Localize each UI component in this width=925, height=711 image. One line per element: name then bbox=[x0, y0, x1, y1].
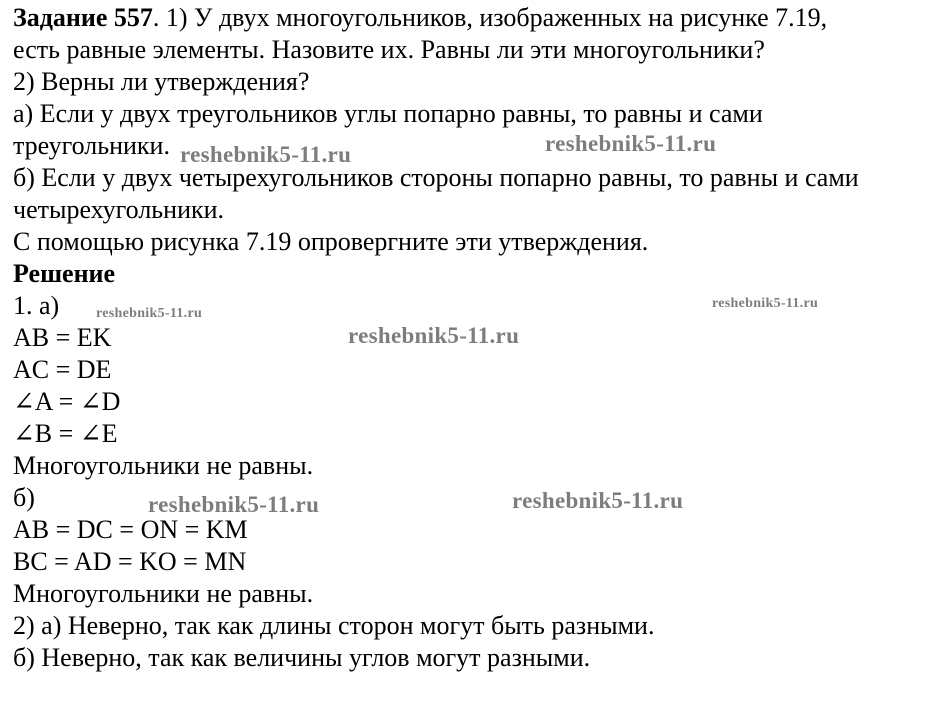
problem-line-2: есть равные элементы. Назовите их. Равны ли эти многоугольники? bbox=[13, 35, 765, 64]
problem-line-1 bbox=[13, 2, 827, 34]
problem-line-4: а) Если у двух треугольников углы попарно равны, то равны и сами bbox=[13, 99, 763, 128]
task-title: Задание 557 bbox=[13, 3, 153, 32]
part1a-conclusion: Многоугольники не равны. bbox=[13, 451, 314, 480]
watermark: reshebnik5-11.ru bbox=[545, 131, 717, 156]
part1b-label: б) bbox=[13, 483, 35, 512]
problem-line-5: треугольники. bbox=[13, 131, 170, 160]
problem-line-8: С помощью рисунка 7.19 опровергните эти утверждения. bbox=[13, 227, 649, 256]
part2-line-1: 2) а) Неверно, так как длины сторон могут быть разными. bbox=[13, 611, 655, 640]
part1b-line-1: AB = DC = ON = KM bbox=[13, 515, 248, 544]
watermark: reshebnik5-11.ru bbox=[348, 323, 520, 348]
problem-line-7: четырехугольники. bbox=[13, 195, 225, 224]
watermark: reshebnik5-11.ru bbox=[512, 488, 684, 513]
watermark: reshebnik5-11.ru bbox=[96, 306, 203, 321]
part1a-line-3: ∠A = ∠D bbox=[13, 387, 121, 416]
problem-line-6: б) Если у двух четырехугольников стороны попарно равны, то равны и сами bbox=[13, 163, 859, 192]
part1b-line-2: BC = AD = KO = MN bbox=[13, 547, 247, 576]
watermark: reshebnik5-11.ru bbox=[148, 492, 320, 517]
part2-line-2: б) Неверно, так как величины углов могут разными. bbox=[13, 643, 591, 672]
part1a-label: 1. а) bbox=[13, 291, 60, 320]
solution-heading: Решение bbox=[13, 259, 116, 288]
problem-text-1: . 1) У двух многоугольников, изображенных на рисунке 7.19, bbox=[152, 3, 828, 32]
part1b-conclusion: Многоугольники не равны. bbox=[13, 579, 314, 608]
part1a-line-2: AC = DE bbox=[13, 355, 112, 384]
watermark: reshebnik5-11.ru bbox=[180, 142, 352, 167]
problem-line-3: 2) Верны ли утверждения? bbox=[13, 67, 310, 96]
part1a-line-1: AB = EK bbox=[13, 323, 112, 352]
watermark: reshebnik5-11.ru bbox=[712, 296, 819, 311]
part1a-line-4: ∠B = ∠E bbox=[13, 419, 118, 448]
